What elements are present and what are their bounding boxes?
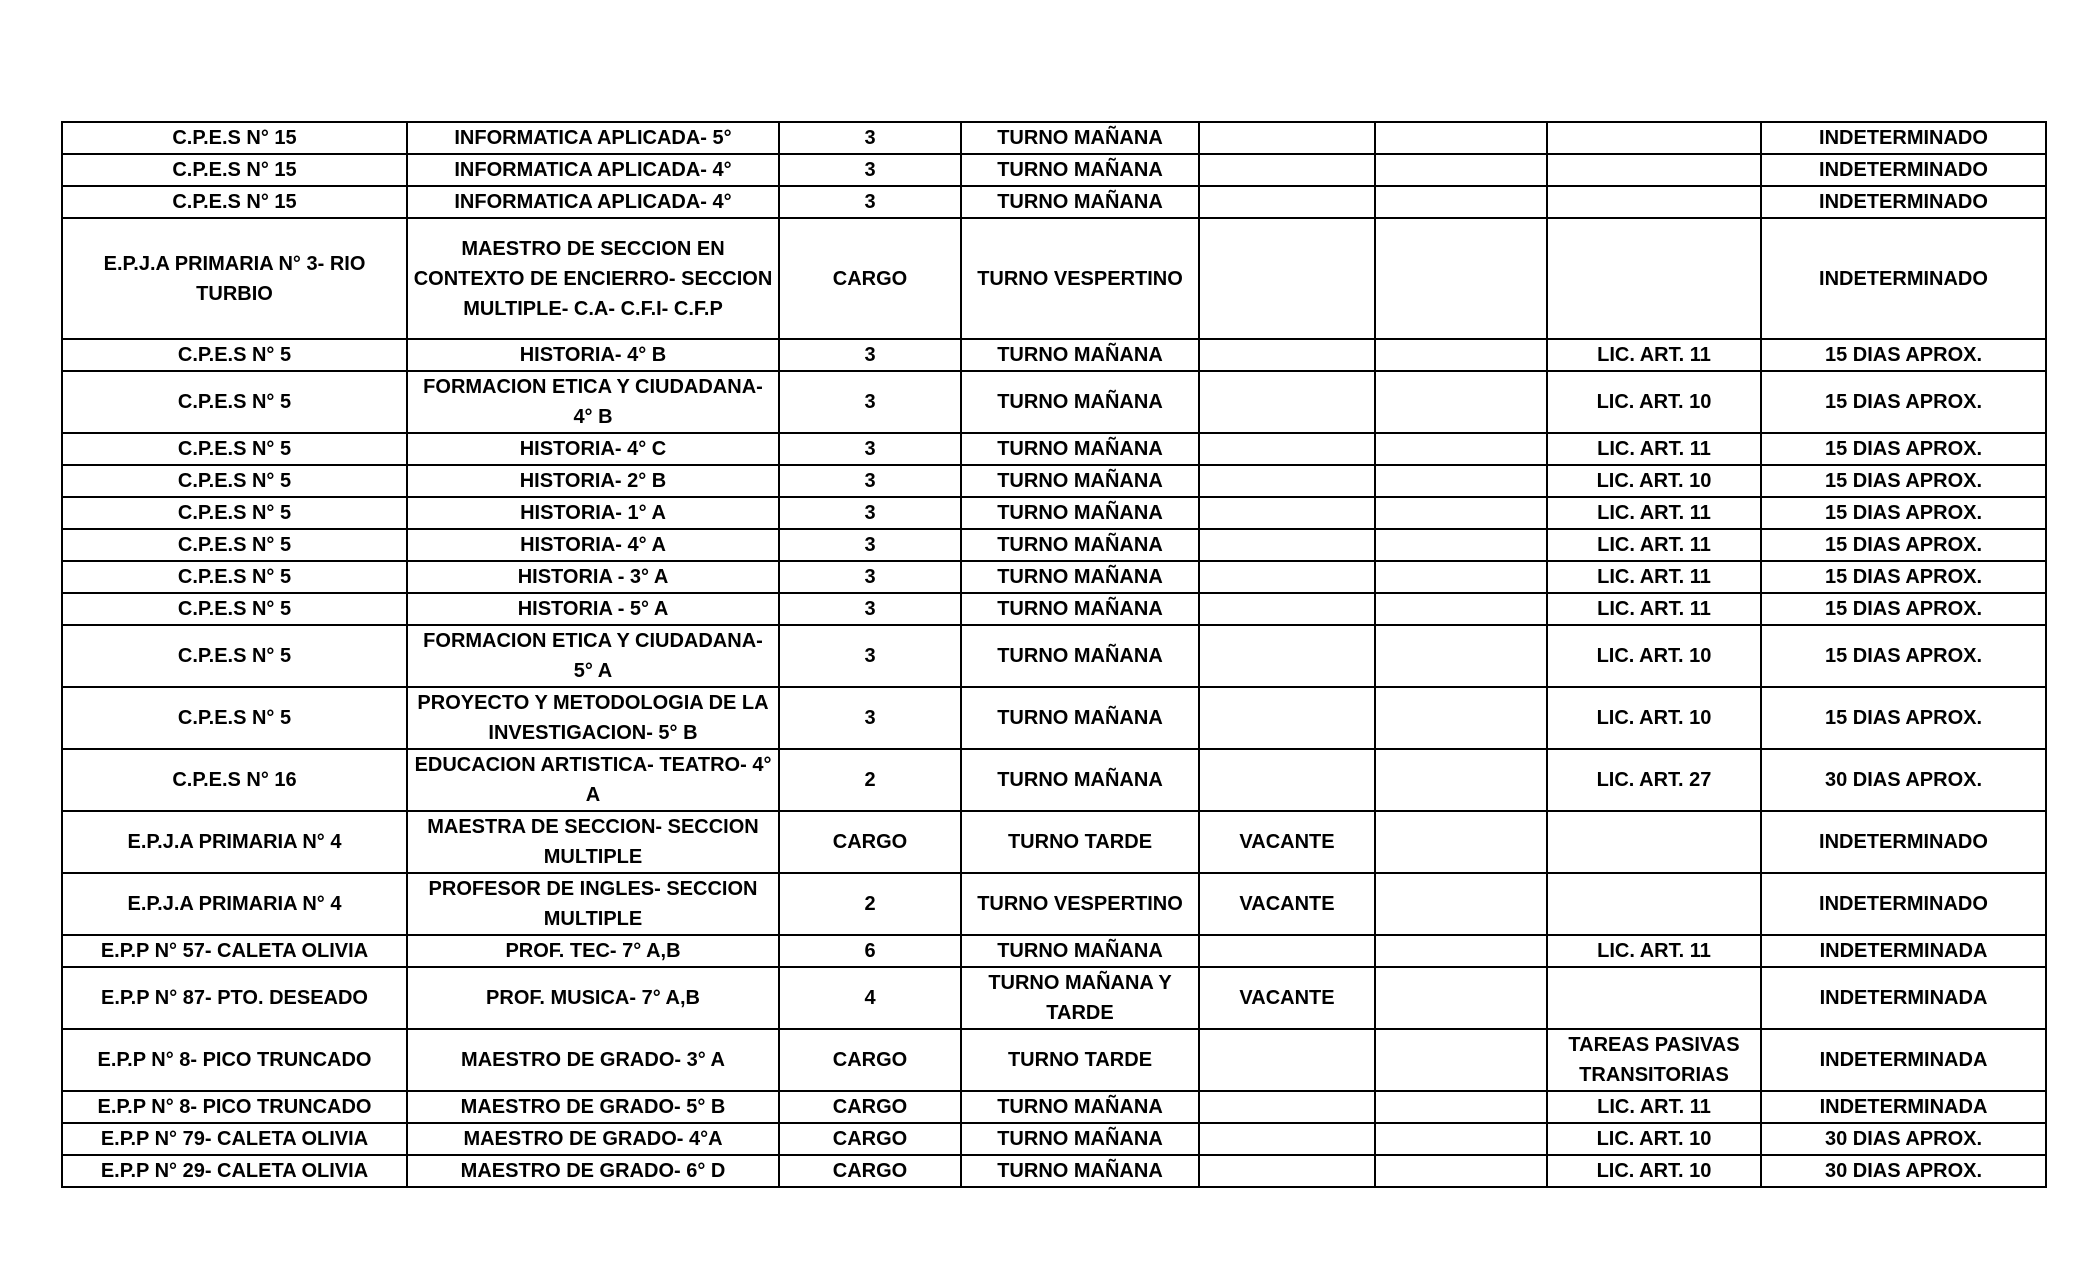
status-cell: [1199, 154, 1375, 186]
reason-cell: [1547, 811, 1761, 873]
school-cell: E.P.P N° 8- PICO TRUNCADO: [62, 1091, 407, 1123]
school-cell: E.P.P N° 57- CALETA OLIVIA: [62, 935, 407, 967]
school-cell: E.P.J.A PRIMARIA N° 3- RIO TURBIO: [62, 218, 407, 339]
duration-cell: 15 DIAS APROX.: [1761, 339, 2046, 371]
empty-cell: [1375, 967, 1547, 1029]
shift-cell: TURNO MAÑANA: [961, 561, 1199, 593]
hours-cell: 3: [779, 339, 961, 371]
shift-cell: TURNO TARDE: [961, 811, 1199, 873]
empty-cell: [1375, 811, 1547, 873]
hours-cell: CARGO: [779, 811, 961, 873]
subject-cell: HISTORIA- 4° B: [407, 339, 779, 371]
table-row: [62, 1155, 2046, 1187]
shift-cell: TURNO MAÑANA: [961, 1091, 1199, 1123]
status-cell: [1199, 1029, 1375, 1091]
hours-cell: 3: [779, 593, 961, 625]
empty-cell: [1375, 561, 1547, 593]
table-row: [62, 497, 2046, 529]
reason-cell: LIC. ART. 27: [1547, 749, 1761, 811]
empty-cell: [1375, 529, 1547, 561]
hours-cell: CARGO: [779, 1029, 961, 1091]
reason-cell: [1547, 186, 1761, 218]
school-cell: C.P.E.S N° 5: [62, 371, 407, 433]
duration-cell: 15 DIAS APROX.: [1761, 371, 2046, 433]
reason-cell: LIC. ART. 11: [1547, 433, 1761, 465]
subject-cell: PROFESOR DE INGLES- SECCION MULTIPLE: [407, 873, 779, 935]
subject-cell: FORMACION ETICA Y CIUDADANA- 4° B: [407, 371, 779, 433]
empty-cell: [1375, 465, 1547, 497]
hours-cell: CARGO: [779, 1123, 961, 1155]
empty-cell: [1375, 1091, 1547, 1123]
empty-cell: [1375, 593, 1547, 625]
duration-cell: INDETERMINADO: [1761, 811, 2046, 873]
reason-cell: LIC. ART. 11: [1547, 497, 1761, 529]
shift-cell: TURNO MAÑANA: [961, 497, 1199, 529]
hours-cell: 2: [779, 749, 961, 811]
subject-cell: INFORMATICA APLICADA- 4°: [407, 186, 779, 218]
shift-cell: TURNO MAÑANA: [961, 154, 1199, 186]
status-cell: [1199, 561, 1375, 593]
empty-cell: [1375, 497, 1547, 529]
subject-cell: HISTORIA- 4° A: [407, 529, 779, 561]
shift-cell: TURNO MAÑANA: [961, 465, 1199, 497]
empty-cell: [1375, 339, 1547, 371]
reason-cell: [1547, 218, 1761, 339]
empty-cell: [1375, 433, 1547, 465]
status-cell: [1199, 465, 1375, 497]
empty-cell: [1375, 873, 1547, 935]
reason-cell: TAREAS PASIVAS TRANSITORIAS: [1547, 1029, 1761, 1091]
status-cell: VACANTE: [1199, 967, 1375, 1029]
empty-cell: [1375, 1029, 1547, 1091]
shift-cell: TURNO MAÑANA: [961, 687, 1199, 749]
table-row: [62, 339, 2046, 371]
table-row: [62, 625, 2046, 687]
table-row: [62, 529, 2046, 561]
empty-cell: [1375, 1123, 1547, 1155]
subject-cell: MAESTRO DE GRADO- 6° D: [407, 1155, 779, 1187]
table-row: [62, 561, 2046, 593]
status-cell: [1199, 529, 1375, 561]
vacancies-table: [61, 121, 2047, 1188]
reason-cell: LIC. ART. 11: [1547, 935, 1761, 967]
shift-cell: TURNO MAÑANA: [961, 935, 1199, 967]
empty-cell: [1375, 687, 1547, 749]
hours-cell: CARGO: [779, 218, 961, 339]
reason-cell: LIC. ART. 11: [1547, 1091, 1761, 1123]
reason-cell: [1547, 967, 1761, 1029]
duration-cell: INDETERMINADO: [1761, 122, 2046, 154]
school-cell: C.P.E.S N° 5: [62, 687, 407, 749]
status-cell: [1199, 497, 1375, 529]
shift-cell: TURNO MAÑANA: [961, 371, 1199, 433]
status-cell: [1199, 1155, 1375, 1187]
status-cell: [1199, 433, 1375, 465]
duration-cell: INDETERMINADO: [1761, 218, 2046, 339]
hours-cell: 3: [779, 497, 961, 529]
school-cell: C.P.E.S N° 5: [62, 529, 407, 561]
subject-cell: INFORMATICA APLICADA- 5°: [407, 122, 779, 154]
duration-cell: INDETERMINADA: [1761, 1029, 2046, 1091]
duration-cell: 15 DIAS APROX.: [1761, 625, 2046, 687]
school-cell: E.P.J.A PRIMARIA N° 4: [62, 811, 407, 873]
duration-cell: 30 DIAS APROX.: [1761, 749, 2046, 811]
reason-cell: [1547, 873, 1761, 935]
status-cell: [1199, 593, 1375, 625]
shift-cell: TURNO MAÑANA: [961, 1123, 1199, 1155]
subject-cell: MAESTRO DE GRADO- 3° A: [407, 1029, 779, 1091]
school-cell: C.P.E.S N° 5: [62, 497, 407, 529]
status-cell: [1199, 122, 1375, 154]
school-cell: E.P.P N° 8- PICO TRUNCADO: [62, 1029, 407, 1091]
hours-cell: 3: [779, 529, 961, 561]
school-cell: C.P.E.S N° 5: [62, 433, 407, 465]
subject-cell: PROYECTO Y METODOLOGIA DE LA INVESTIGACION- 5° B: [407, 687, 779, 749]
table-row: [62, 122, 2046, 154]
reason-cell: [1547, 154, 1761, 186]
hours-cell: CARGO: [779, 1155, 961, 1187]
hours-cell: CARGO: [779, 1091, 961, 1123]
shift-cell: TURNO MAÑANA: [961, 529, 1199, 561]
school-cell: C.P.E.S N° 5: [62, 593, 407, 625]
subject-cell: PROF. TEC- 7° A,B: [407, 935, 779, 967]
table-row: [62, 749, 2046, 811]
hours-cell: 3: [779, 625, 961, 687]
hours-cell: 3: [779, 465, 961, 497]
school-cell: E.P.P N° 29- CALETA OLIVIA: [62, 1155, 407, 1187]
hours-cell: 6: [779, 935, 961, 967]
duration-cell: INDETERMINADO: [1761, 154, 2046, 186]
shift-cell: TURNO MAÑANA: [961, 1155, 1199, 1187]
hours-cell: 4: [779, 967, 961, 1029]
reason-cell: LIC. ART. 10: [1547, 687, 1761, 749]
subject-cell: INFORMATICA APLICADA- 4°: [407, 154, 779, 186]
status-cell: [1199, 749, 1375, 811]
shift-cell: TURNO MAÑANA: [961, 593, 1199, 625]
status-cell: [1199, 1091, 1375, 1123]
table-row: [62, 1091, 2046, 1123]
duration-cell: 30 DIAS APROX.: [1761, 1155, 2046, 1187]
table-row: [62, 186, 2046, 218]
shift-cell: TURNO VESPERTINO: [961, 218, 1199, 339]
duration-cell: 15 DIAS APROX.: [1761, 433, 2046, 465]
reason-cell: LIC. ART. 11: [1547, 593, 1761, 625]
status-cell: [1199, 339, 1375, 371]
duration-cell: INDETERMINADA: [1761, 935, 2046, 967]
subject-cell: HISTORIA - 5° A: [407, 593, 779, 625]
reason-cell: LIC. ART. 10: [1547, 625, 1761, 687]
hours-cell: 3: [779, 154, 961, 186]
subject-cell: MAESTRO DE GRADO- 4°A: [407, 1123, 779, 1155]
table-row: [62, 811, 2046, 873]
school-cell: C.P.E.S N° 5: [62, 339, 407, 371]
duration-cell: 15 DIAS APROX.: [1761, 687, 2046, 749]
duration-cell: INDETERMINADO: [1761, 873, 2046, 935]
status-cell: [1199, 935, 1375, 967]
empty-cell: [1375, 218, 1547, 339]
reason-cell: LIC. ART. 10: [1547, 1155, 1761, 1187]
reason-cell: LIC. ART. 10: [1547, 465, 1761, 497]
status-cell: [1199, 1123, 1375, 1155]
table-row: [62, 371, 2046, 433]
status-cell: VACANTE: [1199, 873, 1375, 935]
hours-cell: 3: [779, 561, 961, 593]
reason-cell: LIC. ART. 10: [1547, 1123, 1761, 1155]
status-cell: [1199, 186, 1375, 218]
table-row: [62, 687, 2046, 749]
duration-cell: 30 DIAS APROX.: [1761, 1123, 2046, 1155]
reason-cell: LIC. ART. 11: [1547, 529, 1761, 561]
shift-cell: TURNO VESPERTINO: [961, 873, 1199, 935]
table-row: [62, 593, 2046, 625]
status-cell: [1199, 371, 1375, 433]
hours-cell: 3: [779, 433, 961, 465]
hours-cell: 3: [779, 122, 961, 154]
shift-cell: TURNO MAÑANA: [961, 625, 1199, 687]
school-cell: E.P.P N° 87- PTO. DESEADO: [62, 967, 407, 1029]
table-row: [62, 218, 2046, 339]
status-cell: [1199, 687, 1375, 749]
hours-cell: 3: [779, 371, 961, 433]
shift-cell: TURNO MAÑANA Y TARDE: [961, 967, 1199, 1029]
empty-cell: [1375, 1155, 1547, 1187]
hours-cell: 3: [779, 186, 961, 218]
shift-cell: TURNO MAÑANA: [961, 433, 1199, 465]
school-cell: C.P.E.S N° 5: [62, 465, 407, 497]
subject-cell: EDUCACION ARTISTICA- TEATRO- 4° A: [407, 749, 779, 811]
status-cell: VACANTE: [1199, 811, 1375, 873]
empty-cell: [1375, 935, 1547, 967]
table-row: [62, 1123, 2046, 1155]
shift-cell: TURNO MAÑANA: [961, 339, 1199, 371]
duration-cell: 15 DIAS APROX.: [1761, 465, 2046, 497]
subject-cell: HISTORIA - 3° A: [407, 561, 779, 593]
empty-cell: [1375, 186, 1547, 218]
subject-cell: FORMACION ETICA Y CIUDADANA- 5° A: [407, 625, 779, 687]
table-row: [62, 465, 2046, 497]
duration-cell: INDETERMINADO: [1761, 186, 2046, 218]
school-cell: E.P.P N° 79- CALETA OLIVIA: [62, 1123, 407, 1155]
reason-cell: [1547, 122, 1761, 154]
duration-cell: INDETERMINADA: [1761, 967, 2046, 1029]
duration-cell: 15 DIAS APROX.: [1761, 561, 2046, 593]
subject-cell: HISTORIA- 4° C: [407, 433, 779, 465]
reason-cell: LIC. ART. 11: [1547, 339, 1761, 371]
reason-cell: LIC. ART. 11: [1547, 561, 1761, 593]
table-row: [62, 154, 2046, 186]
hours-cell: 2: [779, 873, 961, 935]
empty-cell: [1375, 749, 1547, 811]
subject-cell: MAESTRA DE SECCION- SECCION MULTIPLE: [407, 811, 779, 873]
table-row: [62, 967, 2046, 1029]
subject-cell: PROF. MUSICA- 7° A,B: [407, 967, 779, 1029]
table-row: [62, 433, 2046, 465]
duration-cell: INDETERMINADA: [1761, 1091, 2046, 1123]
table-row: [62, 935, 2046, 967]
school-cell: E.P.J.A PRIMARIA N° 4: [62, 873, 407, 935]
table-row: [62, 873, 2046, 935]
empty-cell: [1375, 154, 1547, 186]
table-row: [62, 1029, 2046, 1091]
duration-cell: 15 DIAS APROX.: [1761, 529, 2046, 561]
empty-cell: [1375, 122, 1547, 154]
status-cell: [1199, 218, 1375, 339]
school-cell: C.P.E.S N° 15: [62, 122, 407, 154]
shift-cell: TURNO MAÑANA: [961, 122, 1199, 154]
school-cell: C.P.E.S N° 16: [62, 749, 407, 811]
school-cell: C.P.E.S N° 15: [62, 154, 407, 186]
shift-cell: TURNO MAÑANA: [961, 749, 1199, 811]
subject-cell: MAESTRO DE SECCION EN CONTEXTO DE ENCIERRO- SECCION MULTIPLE- C.A- C.F.I- C.F.P: [407, 218, 779, 339]
subject-cell: MAESTRO DE GRADO- 5° B: [407, 1091, 779, 1123]
school-cell: C.P.E.S N° 5: [62, 561, 407, 593]
school-cell: C.P.E.S N° 15: [62, 186, 407, 218]
table-body: [62, 122, 2046, 1187]
empty-cell: [1375, 371, 1547, 433]
duration-cell: 15 DIAS APROX.: [1761, 497, 2046, 529]
empty-cell: [1375, 625, 1547, 687]
status-cell: [1199, 625, 1375, 687]
subject-cell: HISTORIA- 1° A: [407, 497, 779, 529]
hours-cell: 3: [779, 687, 961, 749]
school-cell: C.P.E.S N° 5: [62, 625, 407, 687]
shift-cell: TURNO TARDE: [961, 1029, 1199, 1091]
reason-cell: LIC. ART. 10: [1547, 371, 1761, 433]
shift-cell: TURNO MAÑANA: [961, 186, 1199, 218]
duration-cell: 15 DIAS APROX.: [1761, 593, 2046, 625]
subject-cell: HISTORIA- 2° B: [407, 465, 779, 497]
